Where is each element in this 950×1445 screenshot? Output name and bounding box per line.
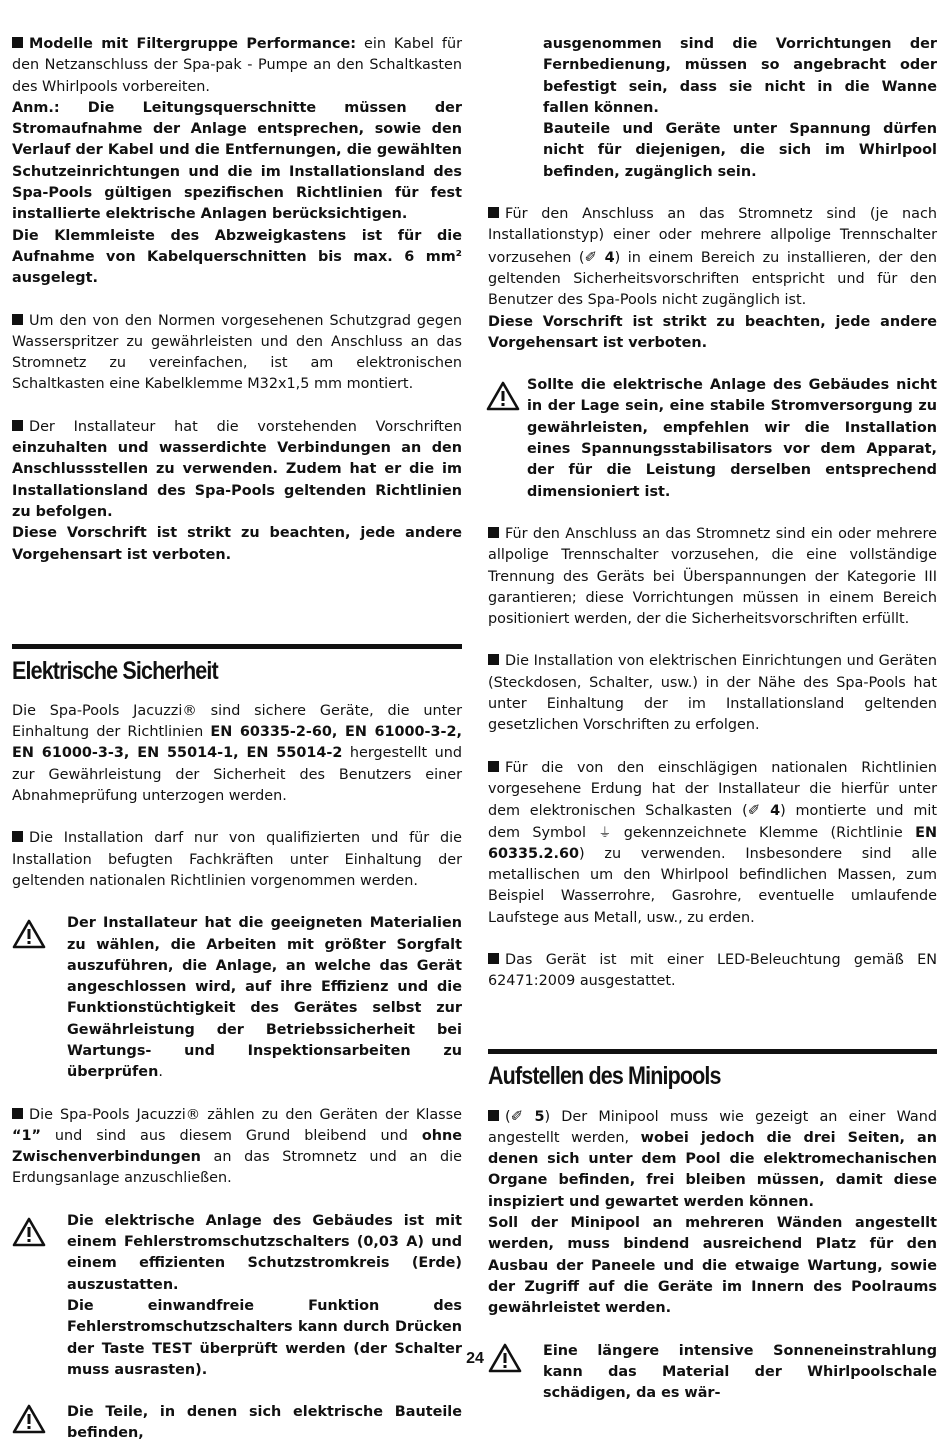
- bullet-square-icon: [488, 761, 499, 772]
- warning-block: [12, 913, 462, 1083]
- bold-text: Sollte die elektrische Anlage des Gebäudes nicht in der Lage sein, eine stabile Stromversorgung zu gewährleisten, empfehlen wir die Installation eines Spannungsstabilisators vor dem Apparat, der für die Leistung derselben entsprechend dimensioniert ist.: [527, 377, 937, 500]
- bullet-square-icon: [488, 1110, 499, 1121]
- text: Die Installation darf nur von qualifizierten und für die Installation befugten Fachkräften unter Einhaltung der geltenden nationalen Richtlinien vorgenommen werden.: [12, 830, 462, 889]
- bold-text: Bauteile und Geräte unter Spannung dürfen nicht für diejenigen, die sich im Whirlpool befinden, zugänglich sein.: [543, 121, 937, 180]
- paragraph: [12, 828, 462, 892]
- paragraph: [12, 1105, 462, 1190]
- bold-text: Der Installateur hat die geeigneten Materialien zu wählen, die Arbeiten mit größter Sorgfalt auszuführen, die Anlage, an welche das Gerät angeschlossen wird, auf ihre Effizienz und die Funktionstüchtigkeit des Gerätes selbst zur Gewährleistung der Betriebssicherheit bei Wartungs- und Inspektionsarbeiten zu überprüfen: [67, 915, 462, 1081]
- bold-text: EN 60335.2.60: [488, 824, 938, 862]
- figure-number: 5: [534, 1108, 545, 1125]
- warning-text: [67, 913, 462, 1083]
- paragraph: [488, 758, 937, 929]
- text: Die Spa-Pools Jacuzzi® sind sichere Geräte, die unter Einhaltung der Richtlinien: [12, 702, 462, 741]
- paragraph: [12, 34, 462, 98]
- warning-triangle-icon: [12, 1217, 46, 1247]
- bold-text: wobei jedoch die drei Seiten, an denen sich unter dem Pool die elektromechanischen Organe befinden, frei bleiben müssen, damit diese inspiziert und gewartet werden können.: [488, 1129, 937, 1210]
- bold-text: Modelle mit Filtergruppe Performance:: [29, 36, 357, 52]
- text: ) zu verwenden. Insbesondere sind alle metallischen um den Whirlpool befindlichen Massen, zum Beispiel Wasserrohre, Gasrohre, eventuelle umlaufende Laufstege aus Metall, usw., zu erden.: [488, 845, 937, 926]
- paragraph: [488, 1213, 937, 1319]
- figure-reference-icon: ✐: [747, 801, 761, 820]
- bullet-square-icon: [488, 654, 499, 665]
- paragraph: [12, 701, 462, 807]
- text: Der Installateur hat die vorstehenden Vorschriften: [29, 418, 462, 435]
- warning-text: [527, 375, 937, 503]
- warning-text: [543, 34, 937, 119]
- text: Um den von den Normen vorgesehenen Schutzgrad gegen Wasserspritzer zu gewährleisten und den Anschluss an das Stromnetz zu vereinfachen, ist am elektronischen Schaltkasten eine Kabelklemme M32x1,5 mm montiert.: [12, 312, 462, 393]
- bullet-square-icon: [12, 1108, 23, 1119]
- warning-block: [12, 1402, 462, 1445]
- figure-reference-icon: ✐: [510, 1106, 524, 1125]
- bullet-square-icon: [12, 37, 23, 48]
- section-rule: [488, 1049, 937, 1054]
- note-paragraph: [12, 226, 462, 290]
- text: Die Spa-Pools Jacuzzi® zählen zu den Geräten der Klasse: [29, 1106, 462, 1123]
- bold-text: “1”: [12, 1127, 41, 1144]
- text: Für die von den einschlägigen nationalen Richtlinien vorgesehene Erdung hat der Installateur die hierfür unter dem elektronischen Schalkasten (: [488, 759, 937, 820]
- text: an das Stromnetz und an die Erdungsanlage anzuschließen.: [12, 1149, 462, 1187]
- warning-text: [67, 1211, 462, 1296]
- paragraph: [12, 523, 462, 566]
- text: und sind aus diesem Grund bleibend und: [40, 1127, 422, 1144]
- bold-text: Die Teile, in denen sich elektrische Bauteile befinden,: [67, 1404, 462, 1442]
- section-heading: Elektrische Sicherheit: [12, 656, 218, 685]
- bullet-square-icon: [488, 527, 499, 538]
- bold-text: ausgenommen sind die Vorrichtungen der Fernbedienung, müssen so angebracht oder befestigt sein, dass sie nicht in die Wanne fallen können.: [543, 36, 937, 116]
- bold-text: Die elektrische Anlage des Gebäudes ist mit einem Fehlerstromschutzschalters (0,03 A) und einem effizienten Schutzstromkreis (Erde) auszustatten.: [67, 1212, 462, 1293]
- paragraph: (✐ 5) Der Minipool muss wie gezeigt an einer Wand angestellt werden, wobei jedoch die drei Seiten, an denen sich unter dem Pool die elektromechanischen Organe befinden, frei bleiben müssen, damit diese inspiziert und gewartet werden können.: [488, 1106, 937, 1210]
- text: Das Gerät ist mit einer LED-Beleuchtung gemäß EN 62471:2009 ausgestattet.: [488, 951, 937, 990]
- figure-number: 4: [604, 249, 615, 266]
- bold-text: Soll der Minipool an mehreren Wänden angestellt werden, muss bindend ausreichend Platz für den Ausbau der Paneele und die etwaige Wartung, sowie der Zugriff auf die Geräte im Innern des Poolraums gewährleistet werden.: [488, 1215, 937, 1317]
- paragraph: [488, 950, 937, 993]
- text: gekennzeichnete Klemme (Richtlinie: [611, 824, 916, 841]
- warning-continuation: [488, 34, 937, 183]
- text: hergestellt und zur Gewährleistung der Sicherheit des Benutzers einer Abnahmeprüfung unterzogen werden.: [12, 745, 462, 805]
- warning-triangle-icon: [12, 919, 46, 949]
- figure-reference-icon: ✐: [584, 247, 598, 266]
- warning-triangle-icon: [12, 1404, 46, 1434]
- bullet-square-icon: [12, 314, 23, 325]
- section-heading: Aufstellen des Minipools: [488, 1061, 721, 1090]
- text: .: [158, 1064, 163, 1081]
- paragraph: [488, 524, 937, 630]
- right-column: [488, 34, 937, 1404]
- equipotential-ground-icon: ⏚: [598, 825, 612, 841]
- bold-text: Anm.: Die Leitungsquerschnitte müssen der Stromaufnahme der Anlage entsprechen, sowie den Verlauf der Kabel und die Entfernungen, die gewählten Schutzeinrichtungen und die im Installationsland des Spa-Pools gültigen spezifischen Richtlinien für fest installierte elektrische Anlagen berücksichtigen.: [12, 99, 462, 223]
- warning-triangle-icon: [486, 381, 520, 411]
- figure-number: 4: [770, 803, 781, 820]
- bold-text: einzuhalten und wasserdichte Verbindungen an den Anschlussstellen zu verwenden. Zudem hat er die im Installationsland des Spa-Pools geltenden Richtlinien zu befolgen.: [12, 440, 462, 520]
- left-column: [12, 34, 462, 1445]
- bold-text: EN 60335-2-60, EN 61000-3-2, EN 61000-3-3, EN 55014-1, EN 55014-2: [12, 724, 462, 762]
- bullet-square-icon: [488, 207, 499, 218]
- section-rule: [12, 644, 462, 649]
- bullet-square-icon: [12, 831, 23, 842]
- bullet-square-icon: [488, 953, 499, 964]
- bold-text: Die einwandfreie Funktion des Fehlerstromschutzschalters kann durch Drücken der Taste TEST überprüft werden (der Schalter muss ausrasten).: [67, 1297, 462, 1378]
- text: ein Kabel für den Netzanschluss der Spa-pak - Pumpe an den Schaltkasten des Whirlpools vorbereiten.: [12, 36, 462, 95]
- text: ) in einem Bereich zu installieren, der den geltenden Sicherheitsvorschriften entspricht und für den Benutzer des Spa-Pools nicht zugänglich ist.: [488, 249, 937, 309]
- text: Für den Anschluss an das Stromnetz sind (je nach Installationstyp) einer oder mehrere allpolige Trennschalter vorzusehen (: [488, 206, 937, 266]
- page-number: 24: [466, 1350, 484, 1367]
- bold-text: Die Klemmleiste des Abzweigkastens ist für die Aufnahme von Kabelquerschnitten bis max. 6 mm² ausgelegt.: [12, 227, 462, 287]
- bold-text: ohne Zwischenverbindungen: [12, 1127, 462, 1166]
- warning-text: [543, 119, 937, 183]
- bold-text: Diese Vorschrift ist strikt zu beachten, jede andere Vorgehensart ist verboten.: [12, 525, 462, 563]
- bold-text: Diese Vorschrift ist strikt zu beachten, jede andere Vorgehensart ist verboten.: [488, 313, 937, 351]
- text: Für den Anschluss an das Stromnetz sind ein oder mehrere allpolige Trennschalter vorzusehen, die eine vollständige Trennung des Geräts bei Überspannungen der Kategorie III garantieren; diese Vorrichtungen müssen in einem Bereich positioniert werden, der die Sicherheitsvorschriften erfüllt.: [488, 525, 937, 628]
- bold-text: Eine längere intensive Sonneneinstrahlung kann das Material der Whirlpoolschale schädigen, da es wär-: [543, 1342, 937, 1402]
- bullet-square-icon: [12, 420, 23, 431]
- warning-block: [488, 375, 937, 503]
- note-paragraph: [12, 98, 462, 226]
- text: ) montierte und mit dem Symbol: [488, 803, 937, 841]
- paragraph: [488, 651, 937, 736]
- warning-text: [67, 1402, 462, 1445]
- text: Die Installation von elektrischen Einrichtungen und Geräten (Steckdosen, Schalter, usw.) in der Nähe des Spa-Pools hat unter Einhaltung der im Installationsland geltenden gesetzlichen Vorschriften zu erfolgen.: [488, 653, 937, 734]
- paragraph: [488, 204, 937, 311]
- text: ) Der Minipool muss wie gezeigt an einer Wand angestellt werden,: [488, 1108, 937, 1146]
- paragraph: [488, 312, 937, 355]
- paragraph: [12, 311, 462, 396]
- paragraph: [12, 417, 462, 523]
